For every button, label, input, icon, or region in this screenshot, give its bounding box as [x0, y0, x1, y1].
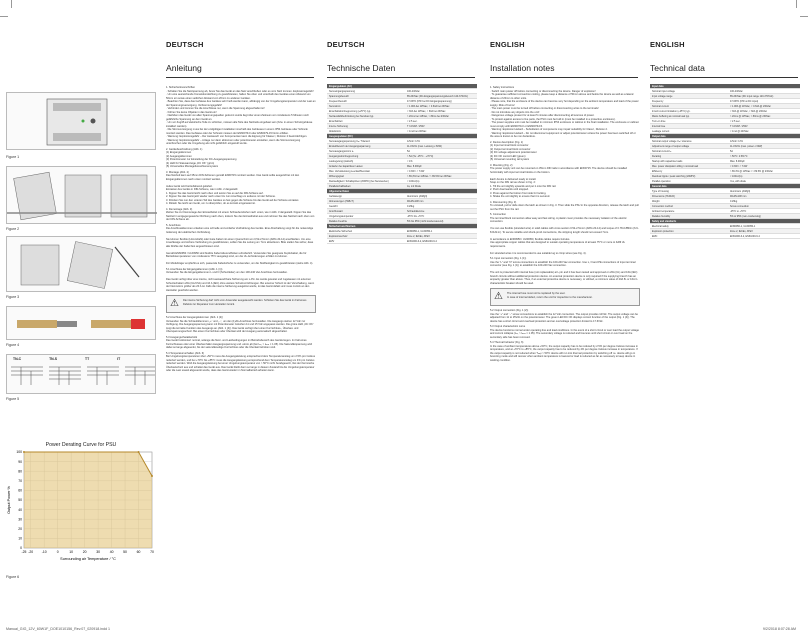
table-value: Screw connection — [730, 204, 749, 208]
table-key: Wirkungsgrad — [329, 174, 344, 178]
table-key: Einschaltzeit — [329, 119, 343, 123]
table-key: Explosion protection — [652, 229, 674, 233]
de-tech-table — [327, 84, 477, 620]
table-key: Nenneingangsspannung — [329, 89, 355, 93]
de-text-block — [166, 84, 316, 620]
table-value: Zone 2, IECEx, ATEX — [730, 229, 753, 233]
power-supply-front-icon — [7, 93, 157, 151]
din-rail-mount-icon — [7, 167, 157, 225]
de-section: 5. Anschluss Die Anschlussklemmen erlauben eine schnelle und einfache Verdrahtung des Geräts. Eine Abschaltung sorgt für die notwendige Isolierung der elektrischen Verbindung. Sie können flexible (Litzendraht) oder feste Kabel mit einem Querschnitt von 0,52-2,5mm² (AWG 20-14) anschließen. Um eine zuverlässige und sichere Verbindung zu gewährleisten, sollten Sie die Leitung um 7mm abisolieren. Bitte stellen Sie sicher, dass alle Drähte der Kabel fest angeschlossen sind. Gemäß EN60950 / UL60950 sind flexible Kabel Aderendhülsen erforderlich. Verwenden Sie geeignete Kupferkabel, die für Betriebstemperaturen von mindestens 75°C ausgelegt sind, um die UL-Anforderungen erfüllen zu können. Für Modulträger empfiehlt es sich, passende Kabelschuhe zu verwenden, um die Stoßfestigkeit zu gewährleisten (siehe Abb. 4). — [166, 223, 314, 265]
en-table-section-header: Output data — [650, 134, 800, 139]
de-section: 5.4 Temperaturverhalten (Abb. 6) Bei Umgebungstemperaturen über +50°C muss die Ausgangsleistung entsprechend dem Temperaturanstieg um 2.5% pro Celsius reduziert werden, und bei +70°C bis +85°C muss die Ausgangsleistung entsprechend dem Temperaturanstieg um 4% pro Celsius reduziert werden. Wird die Ausgangsleistung bei einer Umgebungstemperatur von > 50°C nicht herabgesetzt, löst der thermische Überlastschutz aus und schaltet das Gerät aus. Das Gerät bleibt dann so lange in diesem Zustand bis die Umgebungstemperatur oder die Last soweit abgesenkt wurde, dass das Gerät wieder im Normalbetrieb arbeiten kann. — [166, 351, 315, 372]
table-key: Max. power dissipation idling / nominal load — [652, 164, 699, 168]
x-tick-label: 40 — [109, 550, 114, 554]
table-value: Yes, with diode — [730, 179, 746, 183]
en-section: 4. Dismounting (Fig. 3) To uninstall, pull or slide down the latch as shown in Fig. 3. Then slide the PSU in the opposite direction, release the latch and pull out the PSU from the rail. — [490, 200, 639, 211]
table-value: Schraubklemme — [407, 209, 425, 213]
table-key: Nennstrom — [329, 104, 341, 108]
y-tick-label: 100 — [16, 450, 22, 455]
y-tick-label: 60 — [18, 488, 22, 493]
table-key: Nennausgangsstrom Iₙ — [329, 149, 354, 153]
figure-5-image — [6, 354, 156, 394]
warning-icon: ⚠ — [170, 298, 179, 309]
table-key: Anschlussart — [329, 209, 343, 213]
en-table-section-header: General data — [650, 184, 800, 189]
table-key: Type of housing — [652, 189, 669, 193]
table-value: Zone 2, IECEx, ATEX — [407, 234, 430, 238]
table-key: Frequenzbereich — [329, 99, 347, 103]
en-section: 5. Connection The terminal block connectors allow easy and fast wiring. A plastic cover provides the necessary isolation of the electric connection. You can use flexible (stranded wire) or solid cables with cross section 0.52-2.5mm² (AWG 20-14) and torque of 0.78-0.88Nm (6.9-8.0Lbf-in). To secure reliable and shock-proof connections, the stripping length should not exceed 7mm. In accordance to EN60950 / UL60950, flexible cables require ferrules. Use appropriate copper cables that are designed to sustain operating temperature of at least 75°C or more to fulfill UL requirements. For stranded wires it is recommended to use suitable lug to crimp wires (see Fig. 4). — [490, 213, 639, 255]
de-section: 5.3 Ausgangscharakteristik Das Gerät funktioniert normal, solange die Netz- und Lastbedingungen im Betriebsbereich des Geräts liegen. Im Fall eines Kurzschlusses oder einer Überlast fallen Ausgangsspannung und -strom ab (bei Iₒᵤₜ > Iₙₒₘ × 1.05). Die Sekundärspannung wird dabei so lange abgesenkt, bis der sekundärseitige Kurzschluss oder die Überlast behoben sind. — [166, 335, 313, 349]
col-title: Technische Daten — [327, 63, 396, 73]
en-section: 5.3 Output characteristic curve The device functions normal under operating line and load conditions. In the event of a short circuit or over load the output voltage and current collapse (Iₒᵤₜ > Iₙₒₘ × 1.05). The secondary voltage is reduced and bounces until short circuit or over load on the secondary side has been removed. — [490, 325, 639, 339]
table-value: < 30A @ 115Vac, < 60A @ 230Vac — [730, 109, 767, 113]
wiring-label: IT — [117, 357, 121, 361]
x-tick-label: 30 — [96, 550, 100, 554]
crop-mark — [0, 16, 8, 17]
table-key: Nominal current — [652, 104, 669, 108]
table-value: > 20ms @ 115Vac, > 80ms @ 230Vac — [730, 114, 771, 118]
table-value: > 5A (Ta: -25°C…+70°C) — [407, 154, 434, 158]
table-key: Anlaufen bei kapazitiven Lasten — [329, 164, 363, 168]
col-header: DEUTSCH — [166, 40, 204, 49]
col-de-instructions — [166, 40, 314, 78]
figure-3-label: Figure 3 — [6, 295, 20, 299]
table-value: 12Vdc ± 2% — [407, 139, 420, 143]
en-section: 5.1 Input connection (Fig. 1 (1)) Use the “L” and “N” screw connections to establish the 100-240 Vac connection. Use L, N and PE connections of input terminal connector (see Fig. 1 (1)) to establish the 100-240 Vac connection. The unit is protected with internal fuse (not replaceable) at L pin and it has been tested and approved on 20A (UL) and 16A (IEC) branch circuits without additional protection device. An external protection device is only required if the supplying branch has an ampacity greater than above. Thus, if an external protective device is necessary, or utilized, a minimum value of 20A B- or 16A C- characteristic breaker should be used. — [490, 257, 639, 285]
table-value: 85-264Vac (DC input range 120-370Vdc) — [730, 94, 774, 98]
data-point — [151, 475, 153, 477]
table-key: Efficiency — [652, 169, 663, 173]
table-key: Nominal current Iₙ — [652, 149, 672, 153]
table-value: 5A — [730, 149, 733, 153]
table-value: 11-15Vdc (max. Leistung ≤ 60W) — [407, 144, 442, 148]
de-section: 5.2 Anschluss der Ausgangsklemmen (Abb. 1 (2)) Verwenden Sie die Schraubklemmen „+“ und „−“, um den (1)Ab-Anschluss herzustellen. Die Ausgangs stehen 12 Vdc zur Verfügung. Die Ausgangsspannung kann mit Potentiometer zwischen 11 und 15 Vdc angepasst werden. Die grüne LED „DC OK“ zeigt die korrekte Funktion des Ausgangs an (Abb. 1 (4)). Das Gerät verfügt über einen Kurzschluss-, Überlast- und Überspannungsschutz. Bei einem Kurzschluss oder Überlast wird der Ausgang automatisch abgeschaltet. — [166, 316, 314, 333]
table-key: EMV — [329, 239, 335, 243]
x-tick-label: 0 — [56, 550, 59, 554]
table-value: > 89.3% @ 115Vac / > 89.5% @ 230Vac — [730, 169, 773, 173]
table-key: Netzausfallüberbrückung bei Nennlast typ. — [329, 114, 374, 118]
x-tick-label: 20 — [82, 550, 87, 554]
col-title: Installation notes — [490, 63, 555, 73]
table-key: Nennausgangsspannung Uₙ / Toleranz — [329, 139, 370, 143]
y-tick-label: 50 — [18, 498, 22, 503]
table-key: Input voltage range — [652, 94, 673, 98]
y-tick-label: 90 — [18, 459, 22, 464]
x-tick-label: 60 — [136, 550, 141, 554]
table-value: < 1mA bei 240Vac — [407, 129, 427, 133]
table-value: 90x45x108 mm — [730, 194, 747, 198]
x-tick-label: -20 — [28, 550, 34, 554]
x-tick-label: -10 — [41, 550, 47, 554]
footer-timestamp: 9/2/2018 8:07:28 AM — [762, 627, 796, 631]
x-tick-label: -25 — [21, 550, 27, 554]
de-table-section-header: Sicherheit und Normen — [327, 224, 477, 229]
wiring-label: TT — [85, 357, 90, 361]
table-value: > 89,3% bei 115Vac / > 89.5% bei 230Vac — [407, 174, 452, 178]
table-key: Elektrische Sicherheit — [329, 229, 352, 233]
table-key: Mains buffering at nominal load typ. — [652, 114, 690, 118]
table-key: Restwelligkeit / Schaltspitzen (20MHz) (bei Nennwerten) — [329, 179, 389, 183]
de-section: 1. Sicherheitsvorschriften · Schalten Sie die Netzspannung ab, bevor Sie das Gerät an das Netz anschließen oder es vom Netz trennen. Explosionsgefahr! · Um eine ausreichende Konvektionskühlung zu gewährleisten, halten Sie oben und unterhalb des Gerätes einen Abstand von 50mm ein sowie einen seitlichen Abstand von 20mm zu anderen Geräten. · Beachten Sie, dass das Gehäuse des Gerätes sehr heiß werden kann, abhängig von der Umgebungstemperatur und der Last an der Spannungsversorgung. Verbrennungsgefahr! · Verbinden und trennen Sie die Anschlüsse nur, wenn die Spannung abgeschaltet ist! · Führen Sie keine Objekte in das Gerät ein! · Nachdem das Gerät von allen Spannungsquellen getrennt wurde liegt über einen Zeitraum von mindestens 5 Minuten noch gefährliche Spannung an dem Gerät an. · Um vor Zugriff auf elektrische Teile zu schützen, müssen alle Teile des Netzteils eingebaut sein (bzw. in einem Schutzgehäuse installiert werden). · Die Stromversorgung muss bei der endgültigen Installation innerhalb des Gehäuses in einem IP54 Gehäuse oder Schrank montiert werden. Das Gehäuse oder der Schrank müssen der EN60079-0 oder EN60079-15 Norm erfüllen. · Warnung: Explosionsgefahr – Der Austausch von Komponenten kann die Eignung für Klasse I, Division 2 beeinträchtigen. · Warnung: Explosionsgefahr – Anlage nur dann abtrennen oder potentiometer einstellen, wenn die Stromversorgung unterbrochen oder die Umgebung als nicht gefährlich eingestuft wurde. — [166, 86, 316, 145]
table-key: Explosionsschutz — [329, 234, 348, 238]
table-value: EN61000-6-2, EN61000-6-4 — [730, 234, 760, 238]
table-value: T 3.15AH / 250V — [407, 124, 425, 128]
x-tick-label: 10 — [69, 550, 74, 554]
en-section: 3. Mounting (Fig. 2) The power supply unit can be mounted on 35mm DIN rails in accordance with EN60715. The device should be installed horizontally with input terminal blocks on the bottom. Each device is delivered ready to install. Snap on the DIN rail as shown in Fig. 2: 1. Tilt the unit slightly upwards and put it onto the DIN rail. 2. Push downwards until stopped. 3. Press against the bottom front side for locking. 4. Shake the unit slightly to ensure that it is secured. — [490, 163, 627, 198]
table-value: 5A — [407, 149, 410, 153]
table-value: < 0.3W / < 7.6W — [730, 164, 748, 168]
derating-area — [24, 452, 152, 548]
figure-2-image — [6, 166, 156, 224]
figure-6-label: Figure 6 — [6, 575, 20, 579]
col-header: DEUTSCH — [327, 40, 365, 49]
table-value: < 1% — [407, 159, 413, 163]
col-title: Anleitung — [166, 63, 202, 73]
en-table-section-header: Input data — [650, 84, 800, 89]
y-tick-label: 0 — [20, 546, 22, 551]
table-key: Gehäusetyp — [329, 194, 342, 198]
table-value: < 1.08A @ 115Vac, < 0.64A @ 230Vac — [730, 104, 771, 108]
table-value: Ja, mit Diode — [407, 184, 421, 188]
table-key: Dimensions (HxWxD) — [652, 194, 675, 198]
de-table-row — [327, 239, 477, 244]
x-tick-label: 70 — [150, 550, 154, 554]
table-key: Ausgangsstrombegrenzung — [329, 154, 359, 158]
en-table-section-header: Safety and standards — [650, 219, 800, 224]
table-key: Adjustment range of output voltage — [652, 144, 690, 148]
table-value: < 1.08A bei 115Vac, < 0.64A bei 230Vac — [407, 104, 450, 108]
table-key: Electrical safety — [652, 224, 669, 228]
wire-ferrule-icon — [7, 307, 157, 341]
table-key: Spannungsbereich — [329, 94, 349, 98]
table-value: < 2.5 sec. — [730, 119, 741, 123]
de-section: 3. Montage (Abb. 2) Das Netzteil kann auf 35mm DIN-Schienen gemäß EN60715 montiert werden. Das Gerät sollte ausgerichtet mit den Eingangsklemmen nach unten montiert werden. Jedes Gerät wird betriebsbereit geliefert. Einrasten des Geräts in DIN-Schiene, wie in Abb. 2 dargestellt: 1. Kippen Sie das Gerät leicht nach oben und setzen Sie es auf die DIN-Schiene auf. 2. Kippen Sie das Gerät jetzt wieder nach unten bis zum Anschlag um anderes mit der Schiene. 3. Drücken Sie nun den unteren Teil des Gerätes so fest gegen die Schiene bis das Gerät auf der Schiene einrastet. 4. Rütteln Sie leicht am Gerät, um zu überprüfen, ob es korrekt eingerastet ist. — [166, 170, 300, 205]
table-value: Max. 8.000μF — [407, 164, 422, 168]
table-key: Relative humidity — [652, 214, 671, 218]
table-key: Weight — [652, 199, 660, 203]
de-section: 5.1 Anschluss der Eingangsklemmen (Abb. 1 (1)) Verwenden Sie die Eingangsklemmen L und N (Schutzleiter) um den 100-240 Vac Anschluss herzustellen. Das Gerät verfügt über eine interne, nicht austauschbare Sicherung am L-Pin. Es wurde getestet und zugelassen mit externen Schutzschaltern 20A (UL/CSA) und 16 A (IEC) ohne weitere Schutzvorrichtungen. Bei externer Schutz ist der Vorschaltung, wenn der Nennstrom größer als 20 A ist. Falls die interne Sicherung ausgelöst wurde, ist das Gerät defekt und muss zurück an den Hersteller geschickt werden. — [166, 267, 315, 292]
y-axis-label: Output Power % — [7, 486, 11, 514]
figure-4-label: Figure 4 — [6, 343, 20, 347]
x-axis-label: Surrounding air Temperature / °C — [60, 557, 116, 561]
table-value: 0.29kg — [730, 199, 738, 203]
col-en-technical — [650, 40, 798, 78]
x-tick-label: 50 — [123, 550, 127, 554]
de-warning-text: Die interne Sicherung darf nicht vom Anwender ausgetauscht werden. Schicken Sie das Gerät im Fall eines Defekts zur Reparatur zum Hersteller zurück. — [182, 299, 307, 306]
table-key: Max. Verlustleistung Leerlauf/Nennlast — [329, 169, 370, 173]
en-section: 1. Safety instructions · Switch main power off before connecting or disconnecting the device. Danger of explosion! · To guarantee sufficient convection cooling, please keep a distance of 50mm above and below the device as well as a lateral distance of 20mm to other units. · Please note, that the enclosure of the device can become very hot depending on the ambient temperature and load of the power supply. Risk of burns! · The main power must be turned off before connecting or disconnecting wires to the terminals! · Do not introduce any objects into the unit! · Dangerous voltage present for at least 5 minutes after disconnecting all sources of power. · To protect against access to live parts, the PSU must be built in (must be installed in a protective enclosure). · The power supplies unit must be installed in minimum IP54 enclosure or cabinet in the final installation. The enclosure or cabinet must comply with EN60079-0 or EN60079-15. · Warning: Explosion Hazard – Substitution of components may impair suitability for Class I, Division 2. · Warning: Explosion Hazard – Do not disconnect equipment or adjust potentiometer unless the power has been switched off or the area is known to be non-hazardous. — [490, 86, 639, 138]
en-warning-text: The internal fuse must not be replaced by the user. In case of internal defect, return the unit for inspection to the manufacturer. — [506, 292, 593, 299]
table-value: 5% bis 95% (nicht kondensierend) — [407, 219, 444, 223]
en-section: 5.4 Thermal behavior (Fig. 6) In the case of ambient temperatures above +50°C, the output capacity has to be reduced by 2.5% per degree Celsius increase in temperature, and at +70°C to +85°C, the output capacity has to be reduced by 4% per degree Celsius increase in temperature. If the output capacity is not reduced when Tₐₘᵦ > 50°C device will run into thermal protection by switching off i.e. device will go in bouncing mode and will recover when ambient temperature is lowered or load is reduced as far as necessary to keep device in working condition. — [490, 341, 638, 362]
table-key: Residual ripple / peak switching (20MHz) — [652, 174, 696, 178]
table-value: 100-240Vac — [407, 89, 420, 93]
table-key: Internal fuse — [652, 124, 666, 128]
table-key: Ambient temperature — [652, 209, 675, 213]
crop-mark — [796, 0, 797, 8]
de-table-section-header: Ausgangsdaten (DC) — [327, 134, 477, 139]
warning-icon: ⚠ — [494, 291, 503, 302]
wiring-label: TN-S — [49, 357, 58, 361]
col-en-instructions — [490, 40, 638, 78]
y-tick-label: 80 — [18, 469, 22, 474]
table-value: Aluminium (AlMg3) — [730, 189, 751, 193]
table-value: 0.29kg — [407, 204, 415, 208]
figure-1-image — [6, 92, 156, 150]
table-key: Parallel operation — [652, 179, 671, 183]
table-key: Ableitstrom — [329, 129, 341, 133]
table-key: Leakage current — [652, 129, 670, 133]
table-value: < 100mVpp — [730, 174, 743, 178]
y-tick-label: 40 — [18, 507, 22, 512]
wiring-label: TN-C — [13, 357, 22, 361]
figure-5-label: Figure 5 — [6, 397, 20, 401]
table-value: 85-264Vac (DC-Eingangsspannungsbereich 120-370Vdc) — [407, 94, 468, 98]
table-value: < 100mVpp — [407, 179, 420, 183]
table-value: 12Vdc ± 2% — [730, 139, 743, 143]
derating-chart — [6, 448, 158, 570]
col-de-technical — [327, 40, 475, 78]
table-key: Frequency — [652, 99, 664, 103]
data-point — [23, 451, 25, 453]
table-key: Abmessungen (HxBxT) — [329, 199, 354, 203]
crop-mark — [11, 0, 12, 8]
table-value: Aluminium (AlMg3) — [407, 194, 428, 198]
table-value: -25°C to +70°C — [730, 209, 747, 213]
y-tick-label: 10 — [18, 536, 22, 541]
wiring-diagram-icon — [7, 355, 157, 395]
table-value: 90x45x108 mm — [407, 199, 424, 203]
table-key: Relative Feuchte — [329, 219, 347, 223]
table-value: -25°C bis +70°C — [407, 214, 425, 218]
table-value: EN60950-1, UL60950-1 — [730, 224, 756, 228]
table-key: Umgebungstemperatur — [329, 214, 354, 218]
de-table-section-header: Allgemeine Daten — [327, 189, 477, 194]
table-value: < 30A bei 115Vac, < 60A bei 230Vac — [407, 109, 446, 113]
table-value: 100-240Vac — [730, 89, 743, 93]
table-value: 11-15Vdc (max. power ≤ 60W) — [730, 144, 763, 148]
table-key: Einstellbereich der Ausgangsspannung — [329, 144, 371, 148]
y-tick-label: 30 — [18, 517, 22, 522]
figure-1-label: Figure 1 — [6, 155, 20, 159]
figure-2-label: Figure 2 — [6, 227, 20, 231]
table-key: Inrush current limitation (+25°C) typ. — [652, 109, 691, 113]
col-header: ENGLISH — [650, 40, 685, 49]
table-value: T 3.15AH / 250V — [730, 124, 748, 128]
table-value: > 50°C: 2.5%/°C — [730, 154, 748, 158]
wiring-labels — [13, 357, 120, 361]
table-key: Turn-on time — [652, 119, 666, 123]
table-key: Nominal output voltage Uₙ / tolerance — [652, 139, 692, 143]
table-value: < 1mA @ 240Vac — [730, 129, 749, 133]
de-section: 4. Demontage (Abb. 3) Ziehen Sie zur Demontage den Einrasthebel mit einem Schraubendreher nach unten, wie in Abb. 3 dargestellt. Kippen Sie das Netzteil in entgegengesetzter Richtung nach oben, lockern Sie den Einrasthebel aus und nehmen Sie das Netzteil nach oben von der DIN-Schiene ab. — [166, 207, 315, 221]
en-text-block — [490, 84, 640, 620]
table-key: Lastregelung (statisch) — [329, 159, 354, 163]
table-value: Max. 8.000μF — [730, 159, 745, 163]
crop-mark — [800, 16, 808, 17]
table-value: 47-63Hz (0Hz bei DC Eingangsspannung) — [407, 99, 452, 103]
table-value: EN60950-1, UL60950-1 — [407, 229, 433, 233]
table-key: Connection method — [652, 204, 673, 208]
col-title: Technical data — [650, 63, 705, 73]
col-header: ENGLISH — [490, 40, 525, 49]
table-key: Startup with capacitive loads — [652, 159, 683, 163]
y-tick-label: 20 — [18, 527, 22, 531]
en-section: 5.2 Output connection (Fig. 1 (2)) Use the “+” and “−” screw connections to establish the 12 Vdc connection. The output provides 12Vdc. The output voltage can be adjusted from 11 to 15Vdc on the potentiometer. The green LED DC OK displays correct function of the output (Fig. 1 (4)). The device has a short circuit and overload protection and an overvoltage protection limited to 17.6Vdc. — [490, 309, 638, 323]
table-key: Einschaltstrombegrenzung (+25°C) typ. — [329, 109, 371, 113]
table-key: EMC — [652, 234, 658, 238]
table-value: 47-63Hz (0Hz at DC input) — [730, 99, 759, 103]
figure-4-image — [6, 306, 156, 340]
en-tech-table — [650, 84, 800, 620]
table-key: Gewicht — [329, 204, 338, 208]
table-value: 5% to 95% (non-condensing) — [730, 214, 761, 218]
table-value: < 2.5 sec. — [407, 119, 418, 123]
table-value: < 0.3W / < 7.6W — [407, 169, 425, 173]
table-key: Parallelschaltbarkeit — [329, 184, 351, 188]
table-key: Nominal input voltage — [652, 89, 675, 93]
table-key: Interne Sicherung — [329, 124, 348, 128]
footer-filename: Manual_GIG_12V_60W1F_DOE1010156_Rev.07_020918.indd 1 — [6, 627, 111, 631]
de-warning-box — [166, 295, 316, 313]
chart-title: Power Derating Curve for PSU — [45, 442, 117, 448]
dismount-latch-icon — [7, 237, 157, 293]
data-point — [138, 451, 140, 453]
en-section: 2. Device description (Fig. 1) (1) Input terminal block connector (2) Output terminal block connector (3) DC voltage adjustment potentiometer (4) DC OK control LED (green) (5) Universal mounting rail system — [490, 140, 537, 161]
table-value: > 20ms bei 115Vac, > 80ms bei 230Vac — [407, 114, 449, 118]
y-tick-label: 70 — [18, 479, 22, 483]
en-table-row — [650, 234, 800, 239]
de-section: 2. Gerätebeschreibung (Abb. 1) (1) Eingangsklemmen (2) Ausgangsklemmen (3) Potentiometer zur Einstellung der DC-Ausgangsspannung (4) LED für Statusanzeige „DC OK“ (grün) (5) Universelles Montagefussschienensystem — [166, 147, 237, 168]
table-key: Derating — [652, 154, 662, 158]
figure-3-image — [6, 236, 156, 292]
de-table-section-header: Eingangsdaten (AC) — [327, 84, 477, 89]
en-warning-box — [490, 288, 640, 306]
table-value: EN61000-6-2, EN61000-6-4 — [407, 239, 437, 243]
